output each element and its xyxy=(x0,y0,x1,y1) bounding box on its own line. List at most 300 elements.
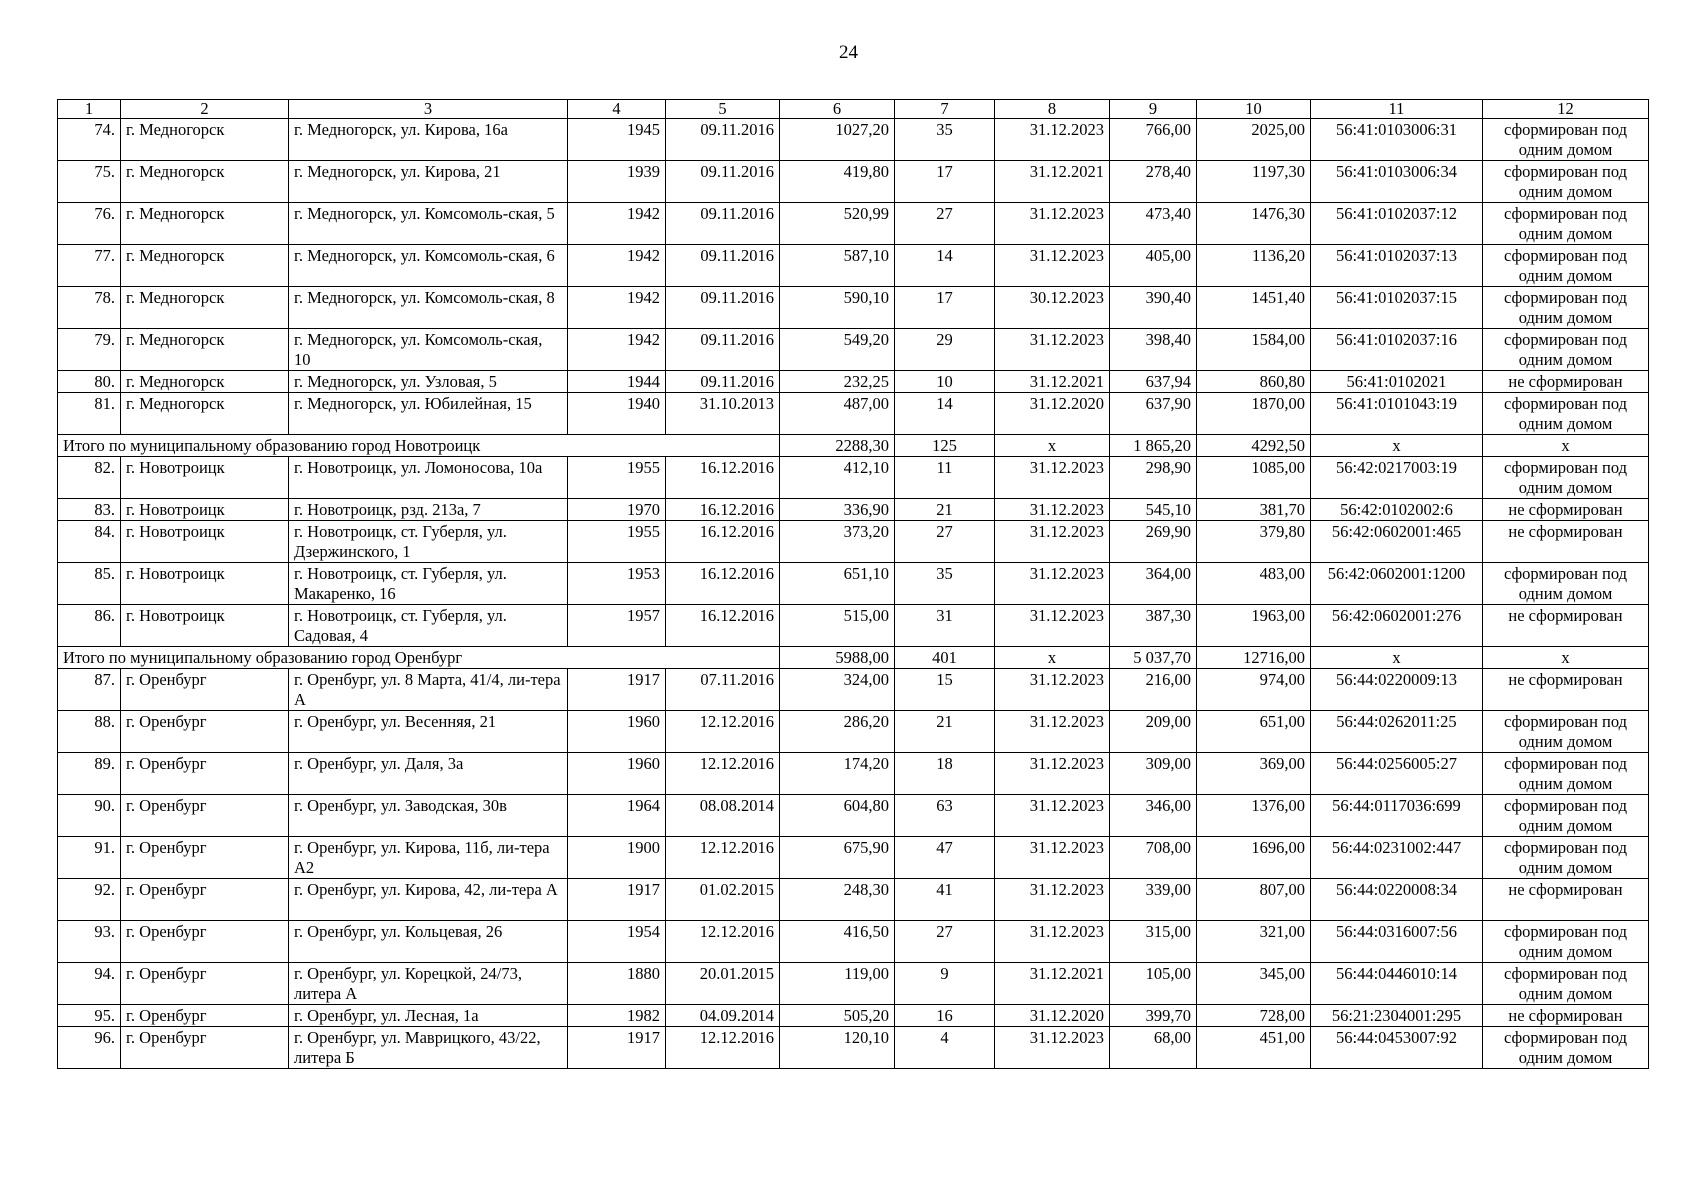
table-row xyxy=(58,457,1649,499)
table-row xyxy=(58,371,1649,393)
cell-address: г. Медногорск, ул. Кирова, 21 xyxy=(289,161,568,203)
cell-address: г. Оренбург, ул. Весенняя, 21 xyxy=(289,711,568,753)
cell-year-built: 1942 xyxy=(568,329,666,371)
cell-land-status: сформирован под одним домом xyxy=(1483,795,1649,837)
cell-municipality: г. Новотроицк xyxy=(121,563,289,605)
cell-address: г. Оренбург, ул. Кирова, 11б, ли-тера А2 xyxy=(289,837,568,879)
cell-cost: 860,80 xyxy=(1197,371,1311,393)
cell-land-status: сформирован под одним домом xyxy=(1483,393,1649,435)
subtotal-row xyxy=(58,435,1649,457)
cell-address: г. Оренбург, ул. Кирова, 42, ли-тера А xyxy=(289,879,568,921)
cell-year-built: 1944 xyxy=(568,371,666,393)
cell-row-number: 96. xyxy=(58,1027,121,1069)
cell-address: г. Медногорск, ул. Кирова, 16а xyxy=(289,119,568,161)
cell-date: 01.02.2015 xyxy=(666,879,780,921)
cell-residents: 4 xyxy=(895,1027,995,1069)
column-header-6: 6 xyxy=(780,100,895,119)
cell-row-number: 83. xyxy=(58,499,121,521)
cell-year-built: 1964 xyxy=(568,795,666,837)
cell-land-status: сформирован под одним домом xyxy=(1483,1027,1649,1069)
cell-cadastral-number: 56:44:0316007:56 xyxy=(1311,921,1483,963)
cell-row-number: 84. xyxy=(58,521,121,563)
cell-deadline: 31.12.2023 xyxy=(995,521,1110,563)
cell-date: 09.11.2016 xyxy=(666,245,780,287)
cell-area: 119,00 xyxy=(780,963,895,1005)
cell-deadline: 31.12.2023 xyxy=(995,837,1110,879)
cell-deadline: 30.12.2023 xyxy=(995,287,1110,329)
column-header-5: 5 xyxy=(666,100,780,119)
cell-area: 373,20 xyxy=(780,521,895,563)
cell-deadline: 31.12.2021 xyxy=(995,963,1110,1005)
cell-cost: 1696,00 xyxy=(1197,837,1311,879)
cell-cadastral-number: 56:44:0262011:25 xyxy=(1311,711,1483,753)
subtotal-cell: х xyxy=(995,435,1110,457)
subtotal-cell: х xyxy=(995,647,1110,669)
cell-row-number: 74. xyxy=(58,119,121,161)
subtotal-cell: х xyxy=(1483,647,1649,669)
cell-cadastral-number: 56:42:0602001:1200 xyxy=(1311,563,1483,605)
subtotal-label: Итого по муниципальному образованию город Новотроицк xyxy=(58,435,780,457)
cell-deadline: 31.12.2020 xyxy=(995,393,1110,435)
table-row xyxy=(58,329,1649,371)
cell-land-status: не сформирован xyxy=(1483,1005,1649,1027)
cell-year-built: 1955 xyxy=(568,521,666,563)
cell-area-2: 637,90 xyxy=(1110,393,1197,435)
cell-deadline: 31.12.2023 xyxy=(995,499,1110,521)
cell-residents: 14 xyxy=(895,393,995,435)
cell-date: 09.11.2016 xyxy=(666,287,780,329)
cell-cost: 1584,00 xyxy=(1197,329,1311,371)
cell-year-built: 1942 xyxy=(568,287,666,329)
cell-row-number: 78. xyxy=(58,287,121,329)
table-row xyxy=(58,795,1649,837)
cell-residents: 27 xyxy=(895,521,995,563)
cell-area: 286,20 xyxy=(780,711,895,753)
cell-deadline: 31.12.2023 xyxy=(995,669,1110,711)
cell-municipality: г. Оренбург xyxy=(121,753,289,795)
cell-date: 16.12.2016 xyxy=(666,521,780,563)
table-row xyxy=(58,963,1649,1005)
cell-cost: 1963,00 xyxy=(1197,605,1311,647)
table-row xyxy=(58,245,1649,287)
cell-year-built: 1957 xyxy=(568,605,666,647)
cell-date: 12.12.2016 xyxy=(666,753,780,795)
cell-cost: 451,00 xyxy=(1197,1027,1311,1069)
cell-row-number: 90. xyxy=(58,795,121,837)
cell-area: 515,00 xyxy=(780,605,895,647)
cell-area-2: 298,90 xyxy=(1110,457,1197,499)
cell-land-status: не сформирован xyxy=(1483,371,1649,393)
cell-cadastral-number: 56:21:2304001:295 xyxy=(1311,1005,1483,1027)
cell-deadline: 31.12.2023 xyxy=(995,753,1110,795)
cell-address: г. Медногорск, ул. Комсомоль-ская, 5 xyxy=(289,203,568,245)
cell-address: г. Оренбург, ул. Лесная, 1а xyxy=(289,1005,568,1027)
subtotal-label: Итого по муниципальному образованию город Оренбург xyxy=(58,647,780,669)
cell-area-2: 346,00 xyxy=(1110,795,1197,837)
cell-deadline: 31.12.2023 xyxy=(995,605,1110,647)
cell-area-2: 637,94 xyxy=(1110,371,1197,393)
cell-residents: 35 xyxy=(895,119,995,161)
cell-deadline: 31.12.2023 xyxy=(995,563,1110,605)
cell-area: 174,20 xyxy=(780,753,895,795)
cell-municipality: г. Медногорск xyxy=(121,245,289,287)
cell-land-status: сформирован под одним домом xyxy=(1483,563,1649,605)
cell-area-2: 545,10 xyxy=(1110,499,1197,521)
cell-residents: 35 xyxy=(895,563,995,605)
cell-area-2: 278,40 xyxy=(1110,161,1197,203)
cell-date: 16.12.2016 xyxy=(666,499,780,521)
subtotal-cell: 2288,30 xyxy=(780,435,895,457)
cell-year-built: 1960 xyxy=(568,711,666,753)
cell-area-2: 708,00 xyxy=(1110,837,1197,879)
cell-deadline: 31.12.2021 xyxy=(995,371,1110,393)
table-header-row xyxy=(58,100,1649,119)
table-row xyxy=(58,605,1649,647)
cell-area: 412,10 xyxy=(780,457,895,499)
cell-cadastral-number: 56:41:0102037:16 xyxy=(1311,329,1483,371)
cell-area-2: 364,00 xyxy=(1110,563,1197,605)
cell-cost: 1197,30 xyxy=(1197,161,1311,203)
cell-municipality: г. Медногорск xyxy=(121,203,289,245)
cell-area-2: 68,00 xyxy=(1110,1027,1197,1069)
cell-deadline: 31.12.2023 xyxy=(995,329,1110,371)
cell-area: 505,20 xyxy=(780,1005,895,1027)
cell-cost: 1376,00 xyxy=(1197,795,1311,837)
cell-area-2: 399,70 xyxy=(1110,1005,1197,1027)
cell-year-built: 1945 xyxy=(568,119,666,161)
cell-land-status: сформирован под одним домом xyxy=(1483,837,1649,879)
cell-cadastral-number: 56:44:0446010:14 xyxy=(1311,963,1483,1005)
cell-row-number: 75. xyxy=(58,161,121,203)
cell-municipality: г. Медногорск xyxy=(121,329,289,371)
cell-residents: 27 xyxy=(895,921,995,963)
cell-deadline: 31.12.2023 xyxy=(995,457,1110,499)
subtotal-cell: 1 865,20 xyxy=(1110,435,1197,457)
cell-land-status: не сформирован xyxy=(1483,669,1649,711)
cell-cadastral-number: 56:41:0102021 xyxy=(1311,371,1483,393)
cell-residents: 17 xyxy=(895,287,995,329)
cell-land-status: не сформирован xyxy=(1483,499,1649,521)
table-row xyxy=(58,837,1649,879)
cell-row-number: 81. xyxy=(58,393,121,435)
cell-municipality: г. Оренбург xyxy=(121,795,289,837)
cell-row-number: 87. xyxy=(58,669,121,711)
cell-area-2: 216,00 xyxy=(1110,669,1197,711)
cell-area: 651,10 xyxy=(780,563,895,605)
cell-address: г. Медногорск, ул. Комсомоль-ская, 6 xyxy=(289,245,568,287)
cell-municipality: г. Медногорск xyxy=(121,119,289,161)
cell-address: г. Медногорск, ул. Комсомоль-ская, 8 xyxy=(289,287,568,329)
cell-area: 419,80 xyxy=(780,161,895,203)
cell-date: 04.09.2014 xyxy=(666,1005,780,1027)
cell-address: г. Новотроицк, ст. Губерля, ул. Макаренко, 16 xyxy=(289,563,568,605)
cell-cadastral-number: 56:42:0102002:6 xyxy=(1311,499,1483,521)
cell-area: 416,50 xyxy=(780,921,895,963)
column-header-12: 12 xyxy=(1483,100,1649,119)
subtotal-cell: х xyxy=(1311,435,1483,457)
table-row xyxy=(58,287,1649,329)
cell-row-number: 77. xyxy=(58,245,121,287)
table-row xyxy=(58,753,1649,795)
column-header-11: 11 xyxy=(1311,100,1483,119)
cell-year-built: 1955 xyxy=(568,457,666,499)
column-header-1: 1 xyxy=(58,100,121,119)
subtotal-cell: 5988,00 xyxy=(780,647,895,669)
column-header-7: 7 xyxy=(895,100,995,119)
cell-deadline: 31.12.2023 xyxy=(995,711,1110,753)
cell-deadline: 31.12.2020 xyxy=(995,1005,1110,1027)
cell-address: г. Новотроицк, рзд. 213а, 7 xyxy=(289,499,568,521)
cell-row-number: 93. xyxy=(58,921,121,963)
subtotal-cell: 5 037,70 xyxy=(1110,647,1197,669)
cell-cadastral-number: 56:41:0103006:34 xyxy=(1311,161,1483,203)
subtotal-cell: 125 xyxy=(895,435,995,457)
cell-cadastral-number: 56:44:0220009:13 xyxy=(1311,669,1483,711)
cell-municipality: г. Оренбург xyxy=(121,1027,289,1069)
cell-cost: 321,00 xyxy=(1197,921,1311,963)
cell-year-built: 1953 xyxy=(568,563,666,605)
cell-year-built: 1982 xyxy=(568,1005,666,1027)
cell-cadastral-number: 56:44:0220008:34 xyxy=(1311,879,1483,921)
column-header-8: 8 xyxy=(995,100,1110,119)
cell-land-status: сформирован под одним домом xyxy=(1483,329,1649,371)
cell-year-built: 1942 xyxy=(568,203,666,245)
cell-address: г. Новотроицк, ул. Ломоносова, 10а xyxy=(289,457,568,499)
cell-municipality: г. Оренбург xyxy=(121,879,289,921)
cell-date: 20.01.2015 xyxy=(666,963,780,1005)
cell-land-status: не сформирован xyxy=(1483,605,1649,647)
cell-residents: 15 xyxy=(895,669,995,711)
cell-cost: 2025,00 xyxy=(1197,119,1311,161)
cell-area-2: 405,00 xyxy=(1110,245,1197,287)
cell-row-number: 94. xyxy=(58,963,121,1005)
cell-address: г. Оренбург, ул. Кольцевая, 26 xyxy=(289,921,568,963)
subtotal-cell: 401 xyxy=(895,647,995,669)
cell-date: 09.11.2016 xyxy=(666,161,780,203)
cell-year-built: 1939 xyxy=(568,161,666,203)
cell-area: 324,00 xyxy=(780,669,895,711)
cell-land-status: сформирован под одним домом xyxy=(1483,119,1649,161)
subtotal-cell: 4292,50 xyxy=(1197,435,1311,457)
cell-municipality: г. Медногорск xyxy=(121,393,289,435)
cell-year-built: 1917 xyxy=(568,669,666,711)
cell-area: 232,25 xyxy=(780,371,895,393)
table-row xyxy=(58,499,1649,521)
cell-date: 16.12.2016 xyxy=(666,605,780,647)
cell-year-built: 1940 xyxy=(568,393,666,435)
cell-cadastral-number: 56:41:0102037:13 xyxy=(1311,245,1483,287)
cell-cadastral-number: 56:44:0117036:699 xyxy=(1311,795,1483,837)
cell-row-number: 85. xyxy=(58,563,121,605)
cell-year-built: 1960 xyxy=(568,753,666,795)
cell-land-status: сформирован под одним домом xyxy=(1483,245,1649,287)
table-row xyxy=(58,669,1649,711)
cell-year-built: 1917 xyxy=(568,879,666,921)
table-row xyxy=(58,393,1649,435)
cell-municipality: г. Медногорск xyxy=(121,287,289,329)
cell-residents: 47 xyxy=(895,837,995,879)
cell-residents: 18 xyxy=(895,753,995,795)
cell-municipality: г. Медногорск xyxy=(121,161,289,203)
cell-area-2: 209,00 xyxy=(1110,711,1197,753)
cell-date: 09.11.2016 xyxy=(666,329,780,371)
cell-date: 07.11.2016 xyxy=(666,669,780,711)
cell-area-2: 315,00 xyxy=(1110,921,1197,963)
cell-deadline: 31.12.2023 xyxy=(995,879,1110,921)
cell-address: г. Медногорск, ул. Узловая, 5 xyxy=(289,371,568,393)
cell-residents: 17 xyxy=(895,161,995,203)
cell-address: г. Оренбург, ул. Заводская, 30в xyxy=(289,795,568,837)
cell-land-status: сформирован под одним домом xyxy=(1483,753,1649,795)
cell-cost: 1085,00 xyxy=(1197,457,1311,499)
cell-area-2: 387,30 xyxy=(1110,605,1197,647)
cell-area-2: 390,40 xyxy=(1110,287,1197,329)
column-header-4: 4 xyxy=(568,100,666,119)
cell-deadline: 31.12.2023 xyxy=(995,203,1110,245)
cell-date: 12.12.2016 xyxy=(666,1027,780,1069)
cell-land-status: сформирован под одним домом xyxy=(1483,963,1649,1005)
cell-date: 08.08.2014 xyxy=(666,795,780,837)
cell-municipality: г. Оренбург xyxy=(121,1005,289,1027)
cell-land-status: не сформирован xyxy=(1483,521,1649,563)
cell-municipality: г. Оренбург xyxy=(121,711,289,753)
cell-date: 31.10.2013 xyxy=(666,393,780,435)
cell-cadastral-number: 56:42:0602001:276 xyxy=(1311,605,1483,647)
page-number: 24 xyxy=(839,42,858,63)
housing-registry-table xyxy=(57,99,1649,1069)
cell-date: 12.12.2016 xyxy=(666,837,780,879)
cell-area-2: 339,00 xyxy=(1110,879,1197,921)
table-row xyxy=(58,563,1649,605)
cell-deadline: 31.12.2021 xyxy=(995,161,1110,203)
cell-row-number: 92. xyxy=(58,879,121,921)
cell-cost: 974,00 xyxy=(1197,669,1311,711)
cell-cadastral-number: 56:41:0103006:31 xyxy=(1311,119,1483,161)
cell-date: 16.12.2016 xyxy=(666,563,780,605)
cell-cadastral-number: 56:44:0256005:27 xyxy=(1311,753,1483,795)
cell-cost: 379,80 xyxy=(1197,521,1311,563)
cell-cost: 369,00 xyxy=(1197,753,1311,795)
cell-area: 590,10 xyxy=(780,287,895,329)
table-row xyxy=(58,161,1649,203)
cell-residents: 31 xyxy=(895,605,995,647)
column-header-3: 3 xyxy=(289,100,568,119)
table-row xyxy=(58,521,1649,563)
cell-area: 604,80 xyxy=(780,795,895,837)
cell-municipality: г. Новотроицк xyxy=(121,457,289,499)
cell-cost: 1476,30 xyxy=(1197,203,1311,245)
cell-area: 520,99 xyxy=(780,203,895,245)
cell-cadastral-number: 56:41:0101043:19 xyxy=(1311,393,1483,435)
cell-area: 587,10 xyxy=(780,245,895,287)
cell-date: 12.12.2016 xyxy=(666,711,780,753)
cell-deadline: 31.12.2023 xyxy=(995,1027,1110,1069)
cell-year-built: 1954 xyxy=(568,921,666,963)
table-row xyxy=(58,1027,1649,1069)
cell-cost: 728,00 xyxy=(1197,1005,1311,1027)
cell-row-number: 82. xyxy=(58,457,121,499)
cell-cost: 807,00 xyxy=(1197,879,1311,921)
cell-address: г. Медногорск, ул. Юбилейная, 15 xyxy=(289,393,568,435)
cell-cost: 1451,40 xyxy=(1197,287,1311,329)
cell-land-status: сформирован под одним домом xyxy=(1483,203,1649,245)
cell-municipality: г. Новотроицк xyxy=(121,499,289,521)
cell-municipality: г. Оренбург xyxy=(121,669,289,711)
cell-residents: 21 xyxy=(895,499,995,521)
cell-residents: 63 xyxy=(895,795,995,837)
cell-cost: 1870,00 xyxy=(1197,393,1311,435)
cell-cadastral-number: 56:41:0102037:12 xyxy=(1311,203,1483,245)
cell-land-status: сформирован под одним домом xyxy=(1483,921,1649,963)
cell-cadastral-number: 56:44:0453007:92 xyxy=(1311,1027,1483,1069)
table-row xyxy=(58,203,1649,245)
table-row xyxy=(58,1005,1649,1027)
cell-date: 16.12.2016 xyxy=(666,457,780,499)
cell-land-status: сформирован под одним домом xyxy=(1483,287,1649,329)
cell-address: г. Оренбург, ул. Маврицкого, 43/22, литера Б xyxy=(289,1027,568,1069)
cell-area-2: 398,40 xyxy=(1110,329,1197,371)
cell-date: 12.12.2016 xyxy=(666,921,780,963)
cell-area-2: 269,90 xyxy=(1110,521,1197,563)
cell-deadline: 31.12.2023 xyxy=(995,921,1110,963)
cell-cadastral-number: 56:42:0217003:19 xyxy=(1311,457,1483,499)
subtotal-row xyxy=(58,647,1649,669)
cell-address: г. Оренбург, ул. 8 Марта, 41/4, ли-тера А xyxy=(289,669,568,711)
cell-year-built: 1900 xyxy=(568,837,666,879)
subtotal-cell: 12716,00 xyxy=(1197,647,1311,669)
cell-area-2: 105,00 xyxy=(1110,963,1197,1005)
cell-residents: 16 xyxy=(895,1005,995,1027)
cell-area: 549,20 xyxy=(780,329,895,371)
cell-year-built: 1880 xyxy=(568,963,666,1005)
cell-row-number: 79. xyxy=(58,329,121,371)
cell-row-number: 86. xyxy=(58,605,121,647)
cell-area: 487,00 xyxy=(780,393,895,435)
cell-municipality: г. Новотроицк xyxy=(121,521,289,563)
cell-year-built: 1942 xyxy=(568,245,666,287)
cell-row-number: 80. xyxy=(58,371,121,393)
cell-area-2: 766,00 xyxy=(1110,119,1197,161)
cell-cost: 1136,20 xyxy=(1197,245,1311,287)
cell-residents: 27 xyxy=(895,203,995,245)
table-row xyxy=(58,921,1649,963)
cell-row-number: 76. xyxy=(58,203,121,245)
cell-address: г. Новотроицк, ст. Губерля, ул. Дзержинского, 1 xyxy=(289,521,568,563)
cell-deadline: 31.12.2023 xyxy=(995,245,1110,287)
cell-municipality: г. Новотроицк xyxy=(121,605,289,647)
column-header-2: 2 xyxy=(121,100,289,119)
cell-residents: 9 xyxy=(895,963,995,1005)
cell-land-status: сформирован под одним домом xyxy=(1483,711,1649,753)
cell-municipality: г. Медногорск xyxy=(121,371,289,393)
cell-year-built: 1970 xyxy=(568,499,666,521)
cell-cost: 483,00 xyxy=(1197,563,1311,605)
cell-date: 09.11.2016 xyxy=(666,371,780,393)
cell-cost: 651,00 xyxy=(1197,711,1311,753)
cell-residents: 11 xyxy=(895,457,995,499)
table-row xyxy=(58,711,1649,753)
table-body xyxy=(58,100,1649,1069)
cell-land-status: сформирован под одним домом xyxy=(1483,457,1649,499)
cell-address: г. Оренбург, ул. Корецкой, 24/73, литера А xyxy=(289,963,568,1005)
cell-row-number: 95. xyxy=(58,1005,121,1027)
cell-land-status: сформирован под одним домом xyxy=(1483,161,1649,203)
cell-land-status: не сформирован xyxy=(1483,879,1649,921)
cell-area-2: 473,40 xyxy=(1110,203,1197,245)
cell-cost: 381,70 xyxy=(1197,499,1311,521)
cell-cadastral-number: 56:44:0231002:447 xyxy=(1311,837,1483,879)
cell-residents: 14 xyxy=(895,245,995,287)
